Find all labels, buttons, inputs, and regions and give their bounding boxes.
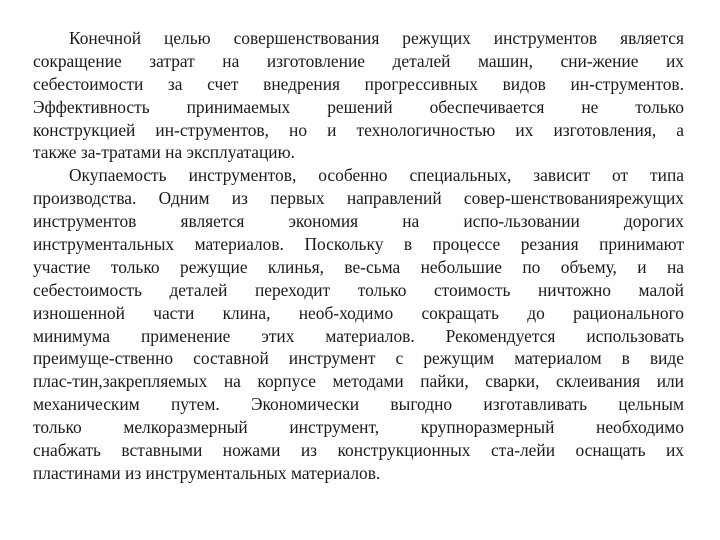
text-line: участие только режущие клинья, ве-сьма небольшие по объему, и на xyxy=(33,256,684,277)
text-line: конструкцией ин-струментов, но и технологичностью их изготовления, а xyxy=(33,119,684,140)
text-line: сокращение затрат на изготовление деталей машин, сни-жение их xyxy=(33,50,684,71)
text-line: механическим путем. Экономически выгодно изготавливать цельным xyxy=(33,394,684,415)
text-line: производства. Одним из первых направлений совер-шенствованиярежущих xyxy=(33,188,684,209)
text-line: изношенной части клина, необ-ходимо сокращать до рационального xyxy=(33,302,684,323)
text-line: Эффективность принимаемых решений обеспечивается не только xyxy=(33,96,684,117)
document-body xyxy=(33,27,684,485)
text-line: Окупаемость инструментов, особенно специальных, зависит от типа xyxy=(69,165,684,186)
text-line: пластинами из инструментальных материалов. xyxy=(33,462,381,483)
text-line: плас-тин,закрепляемых на корпусе методами пайки, сварки, склеивания или xyxy=(33,371,684,392)
text-line: себестоимости за счет внедрения прогрессивных видов ин-струментов. xyxy=(33,73,684,94)
paragraph-goal xyxy=(33,27,684,164)
text-line: Конечной целью совершенствования режущих инструментов является xyxy=(69,28,684,48)
text-line: преимуще-ственно составной инструмент с режущим материалом в виде xyxy=(33,348,684,369)
text-line: также за-тратами на эксплуатацию. xyxy=(33,142,295,163)
paragraph-payback xyxy=(33,164,684,484)
text-line: только мелкоразмерный инструмент, крупноразмерный необходимо xyxy=(33,417,684,438)
text-line: инструментальных материалов. Поскольку в процессе резания принимают xyxy=(33,234,684,255)
text-line: инструментов является экономия на испо-льзовании дорогих xyxy=(33,211,684,232)
text-line: минимума применение этих материалов. Рекомендуется использовать xyxy=(33,325,684,346)
text-line: себестоимость деталей переходит только стоимость ничтожно малой xyxy=(33,279,684,300)
text-line: снабжать вставными ножами из конструкционных ста-лейи оснащать их xyxy=(33,440,684,461)
